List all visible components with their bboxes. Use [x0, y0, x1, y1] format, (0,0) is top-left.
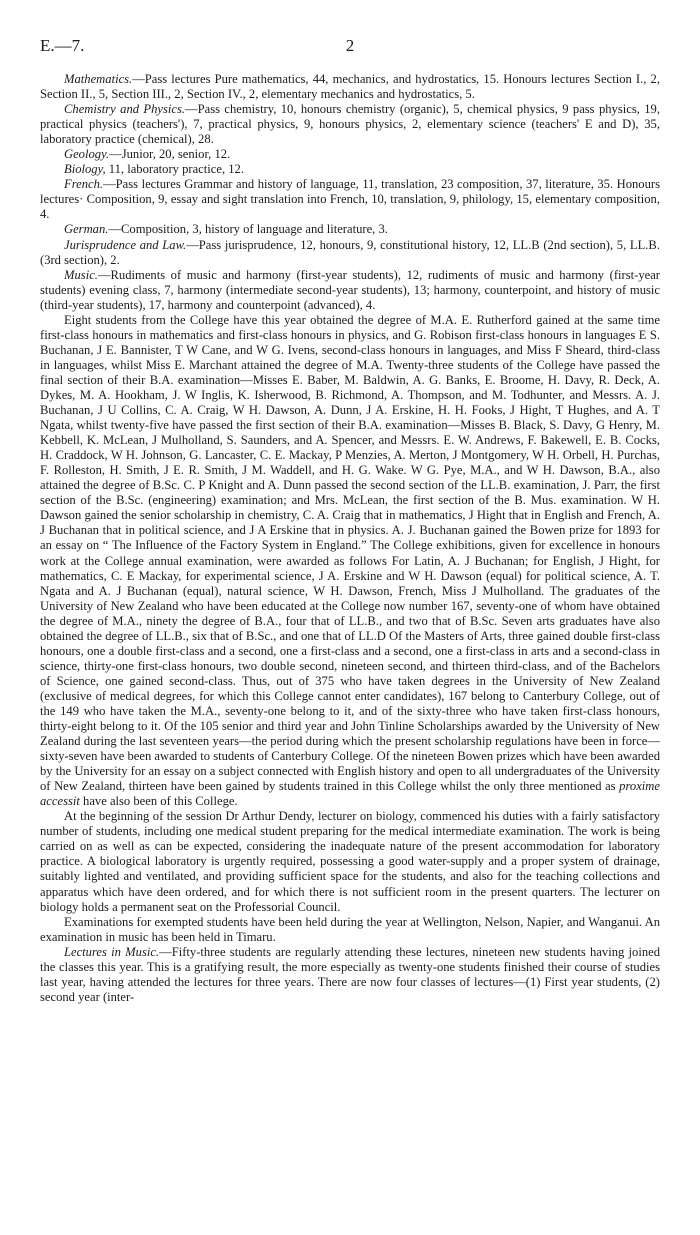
subject-heading: Lectures in Music. — [64, 944, 160, 959]
subject-text: —Pass lectures Pure mathematics, 44, mechanics, and hydrostatics, 15. Honours lectures Section I., 2, Section II., 5, Section III., 2, Section IV., 2, elementary mechanics and hydrostatics, 5. — [40, 72, 660, 102]
document-reference: E.—7. — [40, 36, 85, 55]
lectures-mathematics — [40, 72, 660, 102]
graduates-paragraph — [40, 313, 660, 810]
page-header — [40, 36, 660, 62]
examinations-paragraph: Examinations for exempted students have been held during the year at Wellington, Nelson, Napier, and Wanganui. An examination in music has been held in Timaru. — [40, 914, 660, 944]
subject-text: —Junior, 20, senior, 12. — [109, 147, 231, 162]
proxime-accessit-term: proxime accessit — [40, 779, 660, 809]
graduates-text-end: have also been of this College. — [79, 794, 238, 809]
page-number: 2 — [345, 36, 355, 55]
subject-heading: Music. — [64, 267, 98, 282]
document-body — [40, 72, 660, 1005]
lectures-german — [40, 222, 660, 237]
subject-text: —Composition, 3, history of language and literature, 3. — [108, 222, 388, 237]
lectures-geology — [40, 147, 660, 162]
music-lectures-paragraph — [40, 945, 660, 1005]
subject-heading: German. — [64, 222, 109, 237]
lectures-music — [40, 268, 660, 313]
graduates-text: Eight students from the College have this year obtained the degree of M.A. E. Rutherford gained at the same time first-class honours in mathematics and first-class honours in physics, and G. Robison first-class honours in languages E S. Buchanan, J E. Bannister, T W Cane, and W G. Ivens, second-class honours in languages, and Miss F Sheard, third-class in languages, whilst Miss E. Marchant attained the degree of M.A. Twenty-three students of the College have passed the final section of their B.A. examination—Misses E. Baber, M. Baldwin, A. G. Banks, E. Broome, H. Davy, R. Deck, A. Dykes, M. A. Hookham, J. W Inglis, K. Isherwood, B. Richmond, A. Thompson, and M. Todhunter, and Messrs. A. J. Buchanan, J U Collins, C. A. Craig, W H. Dawson, A. Dunn, J A. Erskine, H. H. Fooks, J Hight, T Hughes, and A. T Ngata, whilst twenty-five have passed the first section of their B.A. examination—Misses B. Black, S. Davy, G Henry, M. Kebbell, K. McLean, J Mulholland, S. Saunders, and A. Spencer, and Messrs. E. W. Andrews, F. Bakewell, E. B. Cocks, H. Craddock, W H. Johnson, G. Lancaster, C. E. Mackay, P Menzies, A. Merton, J Montgomery, W H. Orbell, H. Purchas, F. Rolleston, H. Smith, J E. R. Smith, J M. Waddell, and H. G. Wake. W G. Pye, M.A., and W H. Dawson, B.A., also attained the degree of B.Sc. C. P Knight and A. Dunn passed the second section of the LL.B. examination, J. Parr, the first section of the B.Sc. (engineering) examination; and Mrs. McLean, the first section of the B. Mus. examination. W H. Dawson gained the senior scholarship in chemistry, C. A. Craig that in mathematics, J Hight that in English and French, A. J Buchanan that in political science, and J A Erskine that in physics. A. J. Buchanan gained the Bowen prize for 1893 for an essay on “ The Influence of the Factory System in England.” The College exhibitions, given for excellence in honours work at the College annual examination, were awarded as follows For Latin, A. J Buchanan; for English, J Hight, for mathematics, C. E Mackay, for experimental science, J A. Erskine and W H. Dawson (equal) for political science, A. T. Ngata and A. J Buchanan (equal), natural science, W H. Dawson, French, Miss J Mulholland. The graduates of the University of New Zealand who have been educated at the College now number 167, seventy-one of whom have obtained the degree of M.A., ninety the degree of B.A., four that of LL.B., and two that of B.Sc. Seven arts graduates have also obtained the degree of LL.B., six that of B.Sc., and one that of LL.D Of the Masters of Arts, three gained double first-class honours, one a double first-class and a second, one a first-class and a second, one a first-class in arts and a second-class in science, thirty-one first-class honours, two double second, nineteen second, and thirteen third-class, and of the Bachelors of Science, one gained second-class. Thus, out of 375 who have taken degrees in the University of New Zealand (exclusive of medical degrees, for which this College cannot enter candidates), 167 belong to Canterbury College, out of the 149 who have taken the M.A., seventy-one belong to it, and of the sixty-three who have taken first-class honours, thirty-eight belong to it. Of the 105 senior and third year and John Tinline Scholarships awarded by the University of New Zealand during the last seventeen years—the period during which the present scholarship regulations have been in force—sixty-seven have been awarded to students of Canterbury College. Of the nineteen Bowen prizes which have been awarded by the University for an essay on a subject connected with English history and open to all undergraduates of the University of New Zealand, thirteen have been gained by students trained in this College whilst the only three mentioned as — [40, 312, 660, 794]
subject-text: 11, laboratory practice, 12. — [105, 162, 244, 177]
lectures-chemistry-physics — [40, 102, 660, 147]
subject-heading: French. — [64, 177, 104, 192]
subject-heading: Biology, — [64, 162, 106, 177]
subject-heading: Geology. — [64, 147, 110, 162]
music-lectures-text: —Fifty-three students are regularly attending these lectures, nineteen new students having joined the classes this year. This is a gratifying result, the more especially as twenty-one students finished their course of studies last year, having attended the lectures for three years. There are now four classes of lectures—(1) First year students, (2) second year (inter- — [40, 944, 660, 1004]
subject-text: —Pass chemistry, 10, honours chemistry (organic), 5, chemical physics, 9 pass physics, 19, practical physics (teachers'), 7, practical physics, 9, honours physics, 2, elementary science (teachers' E and D), 35, laboratory practice (chemical), 28. — [40, 102, 660, 147]
lectures-jurisprudence-law — [40, 238, 660, 268]
biology-paragraph: At the beginning of the session Dr Arthur Dendy, lecturer on biology, commenced his duties with a fairly satisfactory number of students, including one medical student preparing for the medical intermediate examination. The work is being carried on as well as can be expected, considering the inadequate nature of the present accommodation for laboratory practice. A biological laboratory is urgently required, possessing a good water-supply and a proper system of drainage, suitably lighted and ventilated, and providing sufficient space for the students, and also for the teaching collections and apparatus which have deen ordered, and for which there is not sufficient room in the present quarters. The lecturer on biology holds a permanent seat on the Professorial Council. — [40, 809, 660, 914]
subject-text: —Pass jurisprudence, 12, honours, 9, constitutional history, 12, LL.B (2nd section), 5, LL.B. (3rd section), 2. — [40, 237, 660, 267]
subject-text: —Pass lectures Grammar and history of language, 11, translation, 23 composition, 37, literature, 35. Honours lectures· Composition, 9, essay and sight translation into French, 10, translation, 9, philology, 15, elementary composition, 4. — [40, 177, 660, 222]
subject-text: —Rudiments of music and harmony (first-year students), 12, rudiments of music and harmony (first-year students) evening class, 7, harmony (intermediate second-year students), 13; harmony, counterpoint, and history of music (third-year students), 17, harmony and counterpoint (advanced), 4. — [40, 267, 660, 312]
subject-heading: Jurisprudence and Law. — [64, 237, 187, 252]
lectures-biology — [40, 162, 660, 177]
lectures-french — [40, 177, 660, 222]
subject-heading: Mathematics. — [64, 72, 133, 86]
subject-heading: Chemistry and Physics. — [64, 102, 186, 117]
